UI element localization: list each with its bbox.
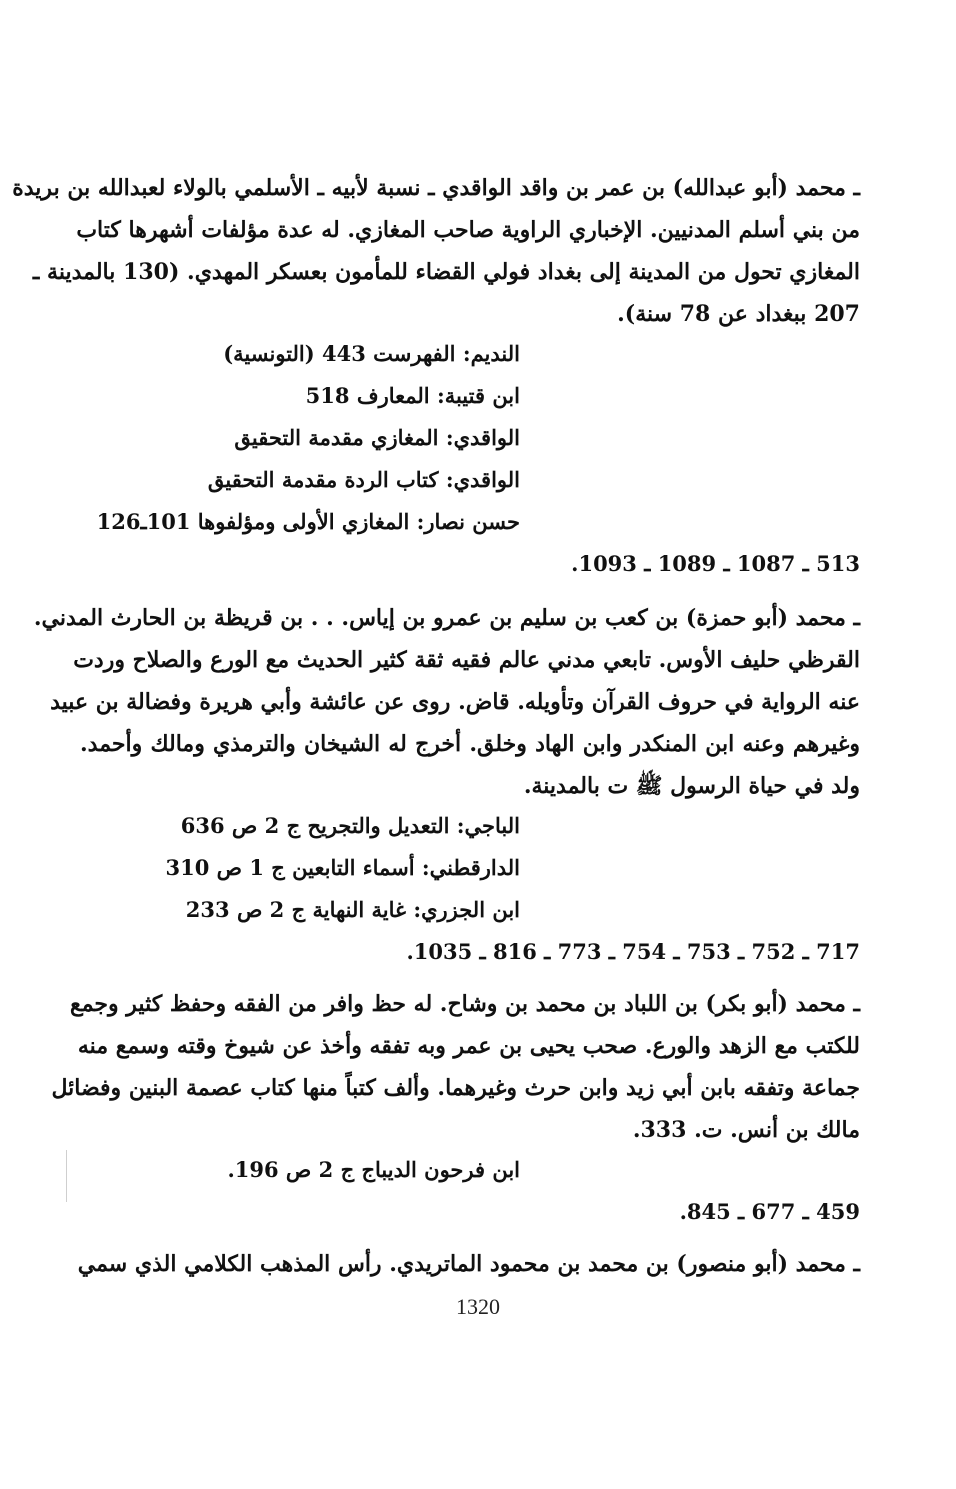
entry-1-line-4: 207 ببغداد عن 78 سنة). — [617, 301, 860, 327]
entry-2-ref-1: الباجي: التعديل والتجريح ج 2 ص 636 — [180, 813, 520, 838]
entry-2-line-5: ولد في حياة الرسول ﷺ ت بالمدينة. — [523, 773, 860, 799]
entry-1-line-1: ـ محمد (أبو عبدالله) بن عمر بن واقد الواقدي ـ نسبة لأبيه ـ الأسلمي بالولاء لعبدالله بن بريدة — [12, 175, 860, 201]
entry-2-line-3: عنه الرواية في حروف القرآن وتأويله. قاض. روى عن عائشة وأبي هريرة وفضالة بن عبيد — [50, 689, 860, 715]
entry-1-ref-3: الواقدي: المغازي مقدمة التحقيق — [234, 425, 520, 450]
entry-1-ref-1: النديم: الفهرست 443 (التونسية) — [223, 341, 520, 366]
entry-3-cross-references: 459 ـ 677 ـ 845. — [679, 1199, 860, 1224]
entry-2-line-2: القرظي حليف الأوس. تابعي مدني عالم فقيه ثقة كثير الحديث مع الورع والصلاح وردت — [73, 647, 860, 673]
entry-2-cross-references: 717 ـ 752 ـ 753 ـ 754 ـ 773 ـ 816 ـ 1035. — [406, 939, 860, 964]
entry-2-ref-3: ابن الجزري: غاية النهاية ج 2 ص 233 — [185, 897, 520, 922]
entry-1-ref-5: حسن نصار: المغازي الأولى ومؤلفوها 101ـ126 — [96, 509, 520, 534]
entry-1-ref-4: الواقدي: كتاب الردة مقدمة التحقيق — [207, 467, 520, 492]
entry-2-line-1: ـ محمد (أبو حمزة) بن كعب بن سليم بن عمرو بن إياس. . . بن قريظة بن الحارث المدني. — [33, 605, 860, 631]
entry-3-line-4: مالك بن أنس. ت. 333. — [632, 1117, 860, 1143]
entry-3-line-3: جماعة وتفقه بابن أبي زيد وابن حرث وغيرهما. وألف كتباً منها كتاب عصمة البنين وفضائل — [51, 1075, 860, 1101]
entry-2-line-4: وغيرهم وعنه ابن المنكدر وابن الهاد وخلق. أخرج له الشيخان والترمذي ومالك وأحمد. — [80, 731, 860, 757]
page-number: 1320 — [456, 1294, 500, 1319]
entry-1-line-2: من بني أسلم المدنيين. الإخباري الراوية صاحب المغازي. له عدة مؤلفات أشهرها كتاب — [76, 217, 860, 243]
entry-1-ref-2: ابن قتيبة: المعارف 518 — [305, 383, 520, 408]
entry-2-ref-2: الدارقطني: أسماء التابعين ج 1 ص 310 — [165, 855, 520, 880]
entry-3-ref-1: ابن فرحون الديباج ج 2 ص 196. — [227, 1157, 520, 1182]
entry-3-line-1: ـ محمد (أبو بكر) بن اللباد بن محمد بن وشاح. له حظ وافر من الفقه وحفظ كثير وجمع — [69, 991, 860, 1017]
entry-1-cross-references: 513 ـ 1087 ـ 1089 ـ 1093. — [571, 551, 860, 576]
entry-3-line-2: للكتب مع الزهد والورع. صحب يحيى بن عمر وبه تفقه وأخذ عن شيوخ وقته وسمع منه — [77, 1033, 860, 1059]
entry-4-line-1: ـ محمد (أبو منصور) بن محمد بن محمود الماتريدي. رأس المذهب الكلامي الذي سمي — [77, 1251, 860, 1277]
entry-1-line-3: المغازي تحول من المدينة إلى بغداد فولي القضاء للمأمون بعسكر المهدي. (130 بالمدينة ـ — [32, 259, 860, 285]
